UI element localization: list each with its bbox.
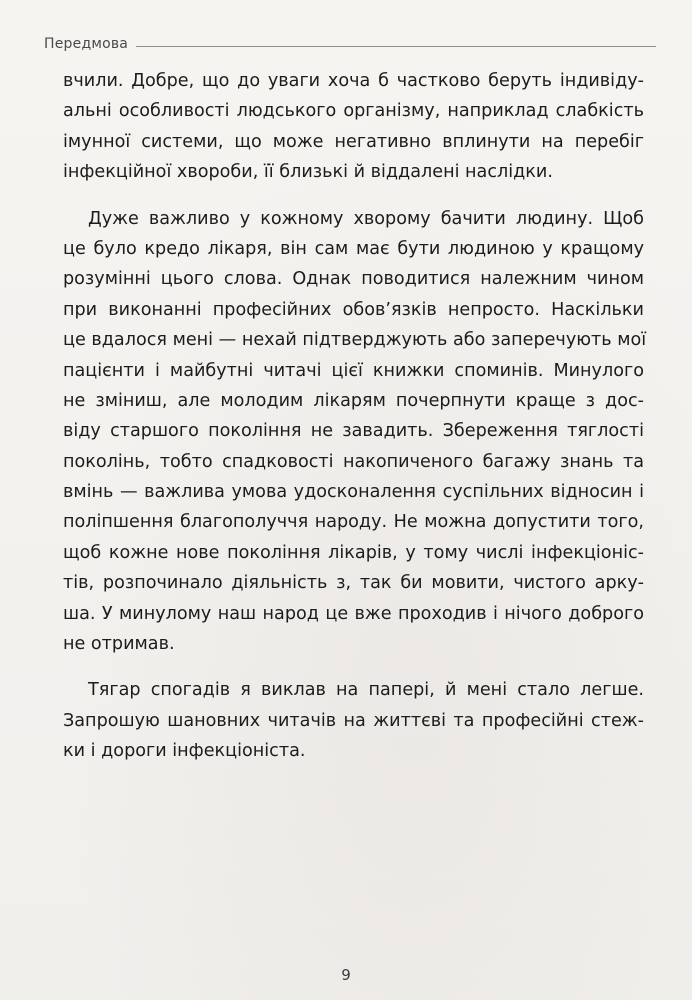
paragraph <box>63 66 644 188</box>
paragraph-gap <box>63 659 644 675</box>
text-line: вмінь — важлива умова удосконалення суспільних відносин і <box>63 482 644 503</box>
text-line: віду старшого покоління не завадить. Збереження тяглості <box>63 421 644 442</box>
text-line: тів, розпочинало діяльність з, так би мовити, чистого арку- <box>63 573 644 594</box>
paragraph <box>63 204 647 660</box>
text-line: вчили. Добре, що до уваги хоча б частково беруть індивіду- <box>63 71 644 91</box>
text-line: Дуже важливо у кожному хворому бачити людину. Щоб <box>88 208 644 229</box>
body-text <box>63 66 647 767</box>
page-number: 9 <box>341 966 351 984</box>
text-line: інфекційної хвороби, її близькі й віддалені наслідки. <box>63 162 553 183</box>
text-line: при виконанні професійних обов’язків непросто. Наскільки <box>63 299 644 320</box>
text-line: ки і дороги інфекціоніста. <box>63 741 306 762</box>
text-line: імунної системи, що може негативно вплинути на перебіг <box>63 131 644 152</box>
running-header <box>44 36 656 56</box>
text-line: Запрошую шановних читачів на життєві та професійні стеж- <box>63 710 644 731</box>
text-line: Тягар спогадів я виклав на папері, й мені стало легше. <box>88 680 644 701</box>
text-line: ша. У минулому наш народ це вже проходив і нічого доброго <box>63 603 644 624</box>
section-title: Передмова <box>44 36 129 52</box>
text-line: поколінь, тобто спадковості накопиченого багажу знань та <box>63 451 644 472</box>
text-line: розумінні цього слова. Однак поводитися належним чином <box>63 269 644 290</box>
paragraph-gap <box>63 188 644 204</box>
text-line: поліпшення благополуччя народу. Не можна допустити того, <box>63 512 644 533</box>
header-rule <box>136 46 656 47</box>
text-line: пацієнти і майбутні читачі цієї книжки споминів. Минулого <box>63 360 644 381</box>
text-line: це було кредо лікаря, він сам має бути людиною у кращому <box>63 238 644 259</box>
text-line: не отримав. <box>63 634 175 655</box>
text-line: альні особливості людського організму, наприклад слабкість <box>63 101 644 122</box>
paragraph <box>63 675 644 766</box>
text-line: щоб кожне нове покоління лікарів, у тому числі інфекціоніс- <box>63 542 644 563</box>
text-line: не зміниш, але молодим лікарям почерпнути краще з дос- <box>63 390 644 411</box>
text-line: це вдалося мені — нехай підтверджують або заперечують мої <box>63 330 647 351</box>
